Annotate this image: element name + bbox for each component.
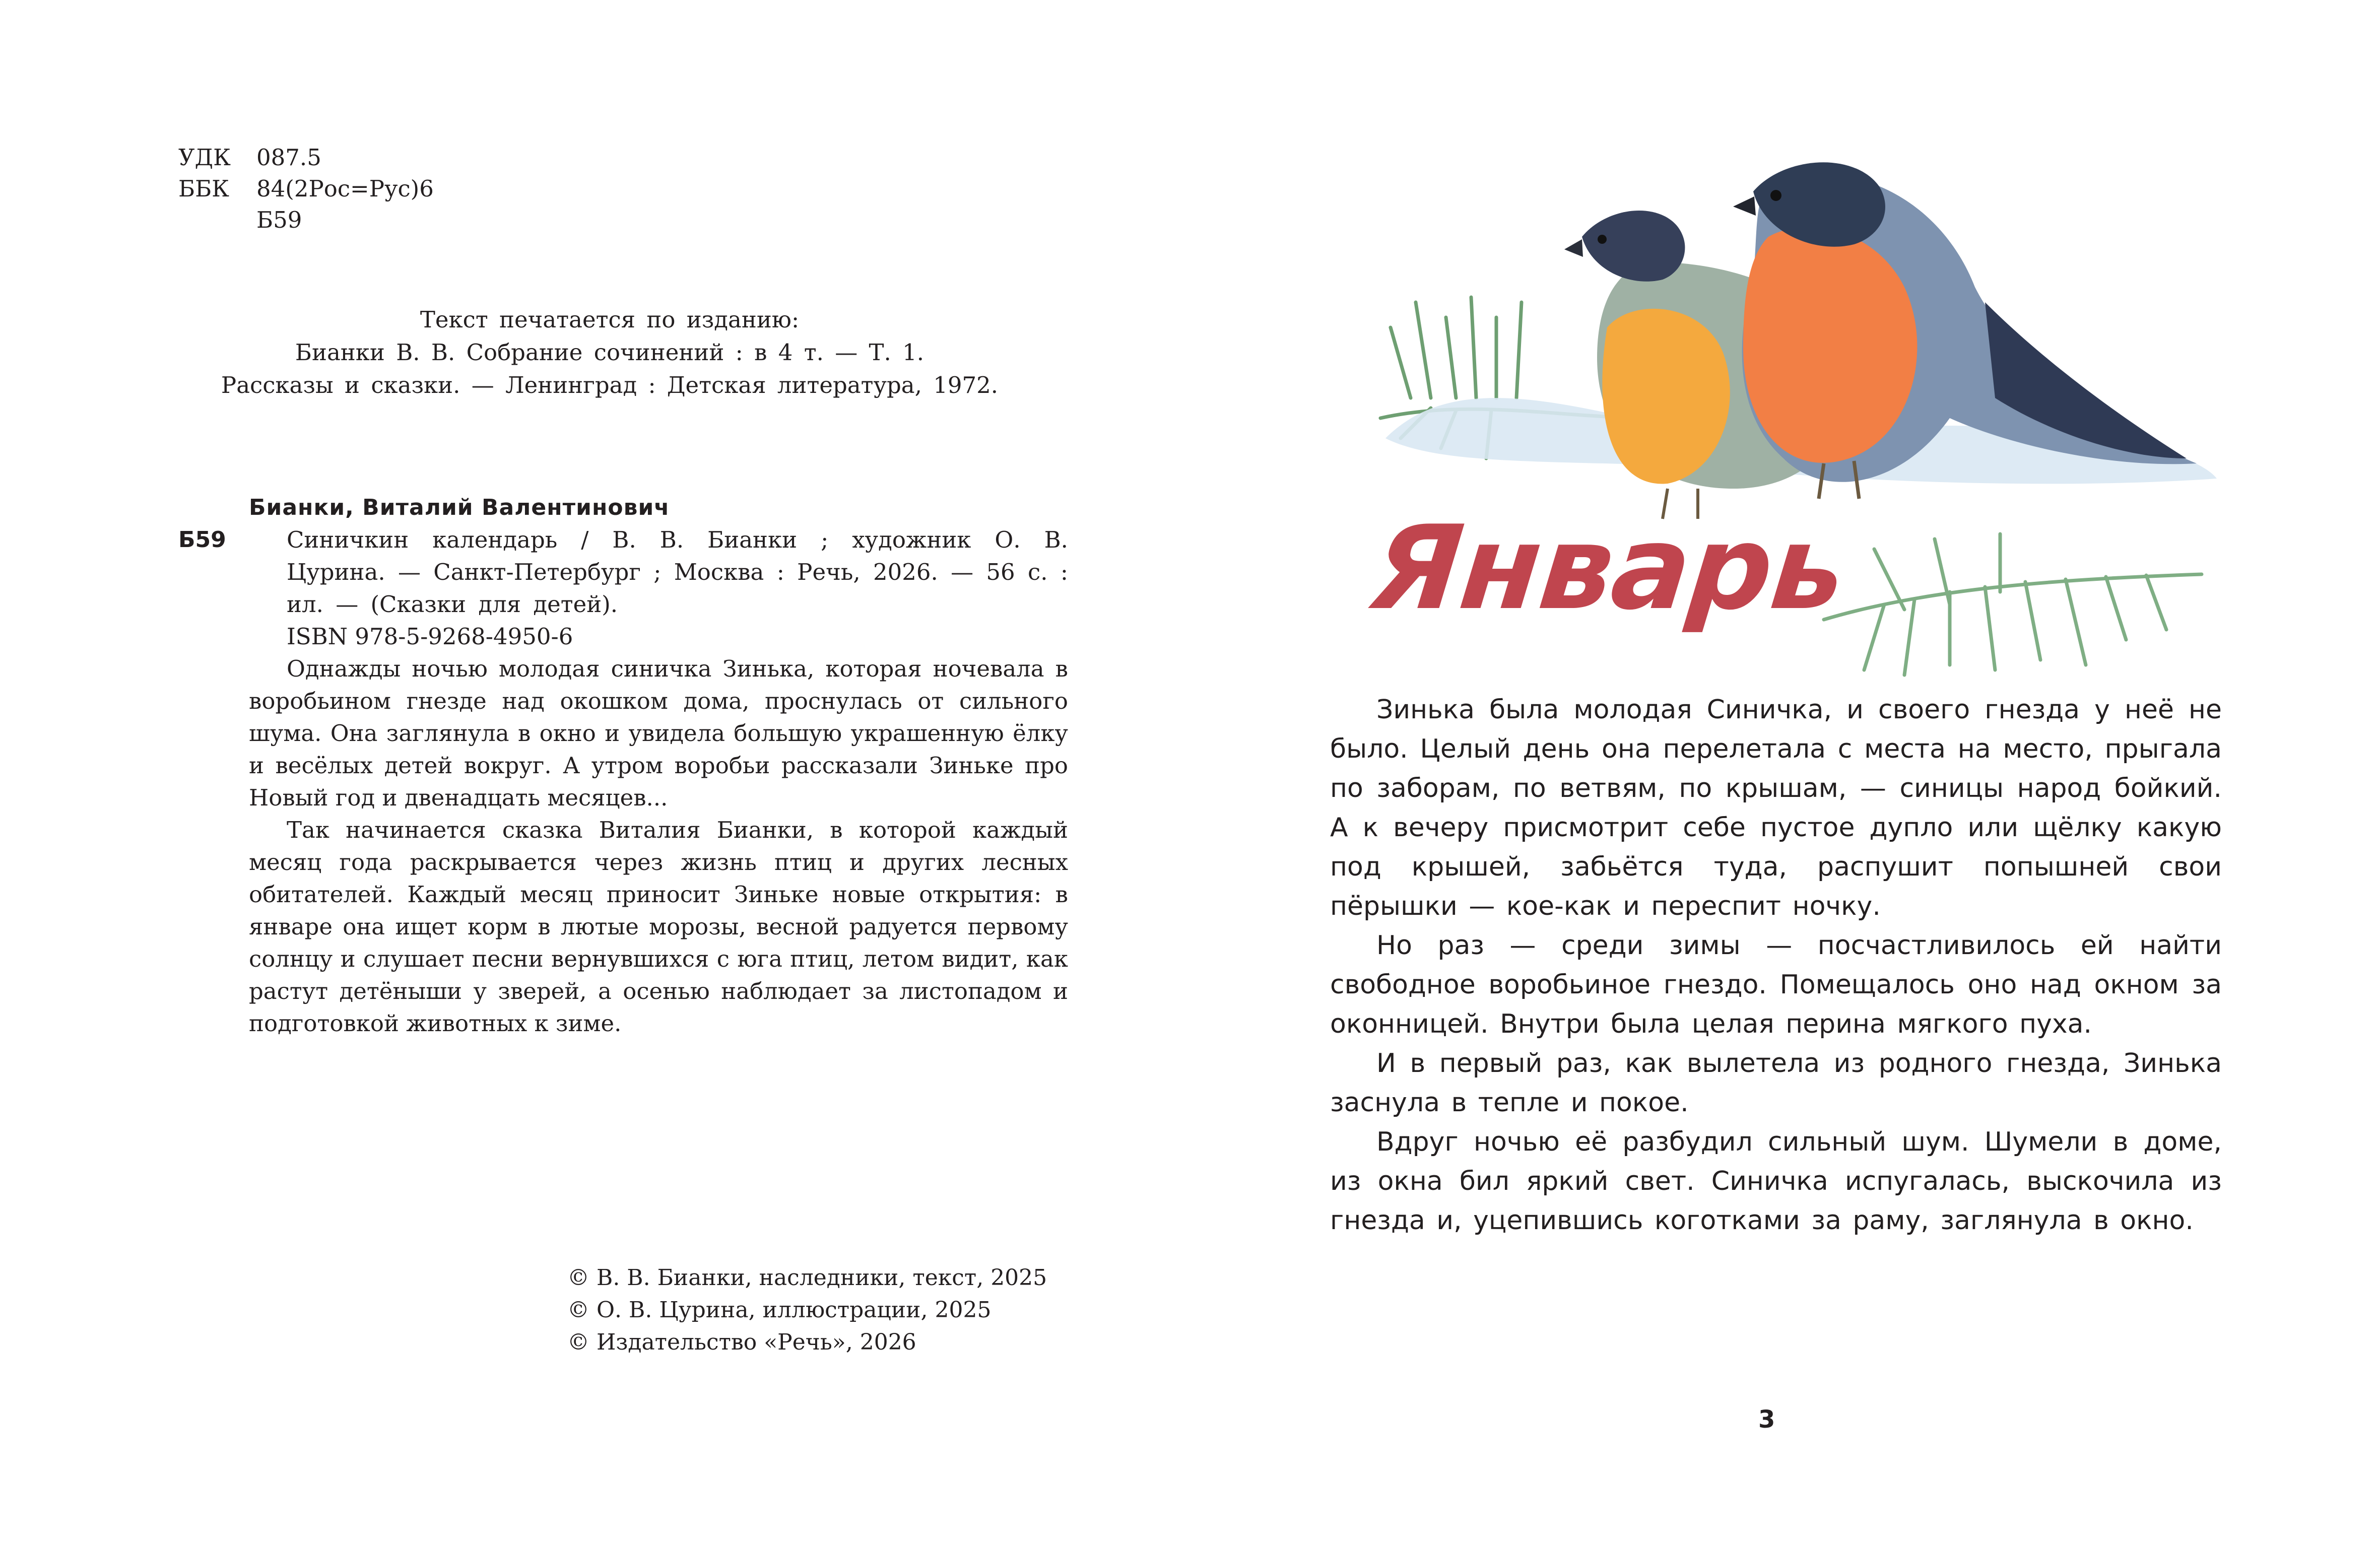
bbk-label: ББК: [178, 175, 229, 202]
isbn: ISBN 978-5-9268-4950-6: [287, 623, 573, 650]
story-paragraph: Вдруг ночью её разбудил сильный шум. Шумели в доме, из окна бил яркий свет. Синичка испугалась, выскочила из гнезда и, уцепившись коготками за раму, заглянула в окно.: [1330, 1127, 2222, 1236]
story-text: [1330, 690, 2222, 1240]
copyright-block: [567, 1262, 1047, 1359]
source-line: Бианки В. В. Собрание сочинений : в 4 т. — Т. 1.: [295, 339, 924, 366]
author-heading: Бианки, Виталий Валентинович: [249, 495, 670, 520]
bibliographic-record: [178, 492, 1068, 1040]
source-note: [181, 303, 1038, 401]
entry-text: Синичкин календарь / В. В. Бианки ; художник О. В. Цурина. — Санкт-Петербург ; Москва : Речь, 2026. — 56 с. : ил. — (Сказки для детей).: [287, 526, 1068, 618]
story-paragraph: Зинька была молодая Синичка, и своего гнезда у неё не было. Целый день она перелетала с места на место, прыгала по заборам, по ветвям, по крышам, — синицы народ бойкий. А к вечеру присмотрит себе пустое дупло или щёлку какую под крышей, забьётся туда, распушит попышней свои пёрышки — кое-как и переспит ночку.: [1330, 695, 2222, 921]
udk-row: [178, 142, 434, 173]
annotation-paragraph: Так начинается сказка Виталия Бианки, в которой каждый месяц года раскрывается через жизнь птиц и других лесных обитателей. Каждый месяц приносит Зиньке новые открытия: в январе она ищет корм в лютые морозы, весной радуется первому солнцу и слушает песни вернувшихся с юга птиц, летом видит, как растут детёныши у зверей, а осенью наблюдает за листопадом и подготовкой животных к зиме.: [249, 817, 1068, 1037]
classification-codes: [178, 142, 434, 236]
copyright-line: © В. В. Бианки, наследники, текст, 2025: [567, 1265, 1047, 1291]
source-line: Рассказы и сказки. — Ленинград : Детская литература, 1972.: [221, 372, 999, 398]
udk-value: 087.5: [256, 144, 321, 171]
bbk-row: [178, 173, 434, 205]
entry-index: Б59: [178, 527, 226, 553]
chapter-title: Январь: [1365, 501, 1851, 636]
copyright-line: © Издательство «Речь», 2026: [567, 1329, 916, 1355]
source-line: Текст печатается по изданию:: [420, 306, 800, 333]
annotation-paragraph: Однажды ночью молодая синичка Зинька, которая ночевала в воробьином гнезде над окошком дома, проснулась от сильного шума. Она заглянула в окно и увидела большую украшенную ёлку и весёлых детей вокруг. А утром воробьи рассказали Зиньке про Новый год и двенадцать месяцев...: [249, 655, 1068, 811]
author-mark: Б59: [256, 207, 302, 233]
story-paragraph: Но раз — среди зимы — посчастливилось ей найти свободное воробьиное гнездо. Помещалось оно над окном за оконницей. Внутри была целая перина мягкого пуха.: [1330, 930, 2222, 1039]
story-paragraph: И в первый раз, как вылетела из родного гнезда, Зинька заснула в тепле и покое.: [1330, 1048, 2222, 1118]
catalog-entry: [178, 524, 1068, 621]
pine-branch-right: [1824, 534, 2202, 675]
page-number: 3: [1758, 1405, 1775, 1434]
udk-label: УДК: [178, 144, 231, 171]
copyright-line: © О. В. Цурина, иллюстрации, 2025: [567, 1297, 991, 1323]
bbk-value: 84(2Рос=Рус)6: [256, 175, 434, 202]
